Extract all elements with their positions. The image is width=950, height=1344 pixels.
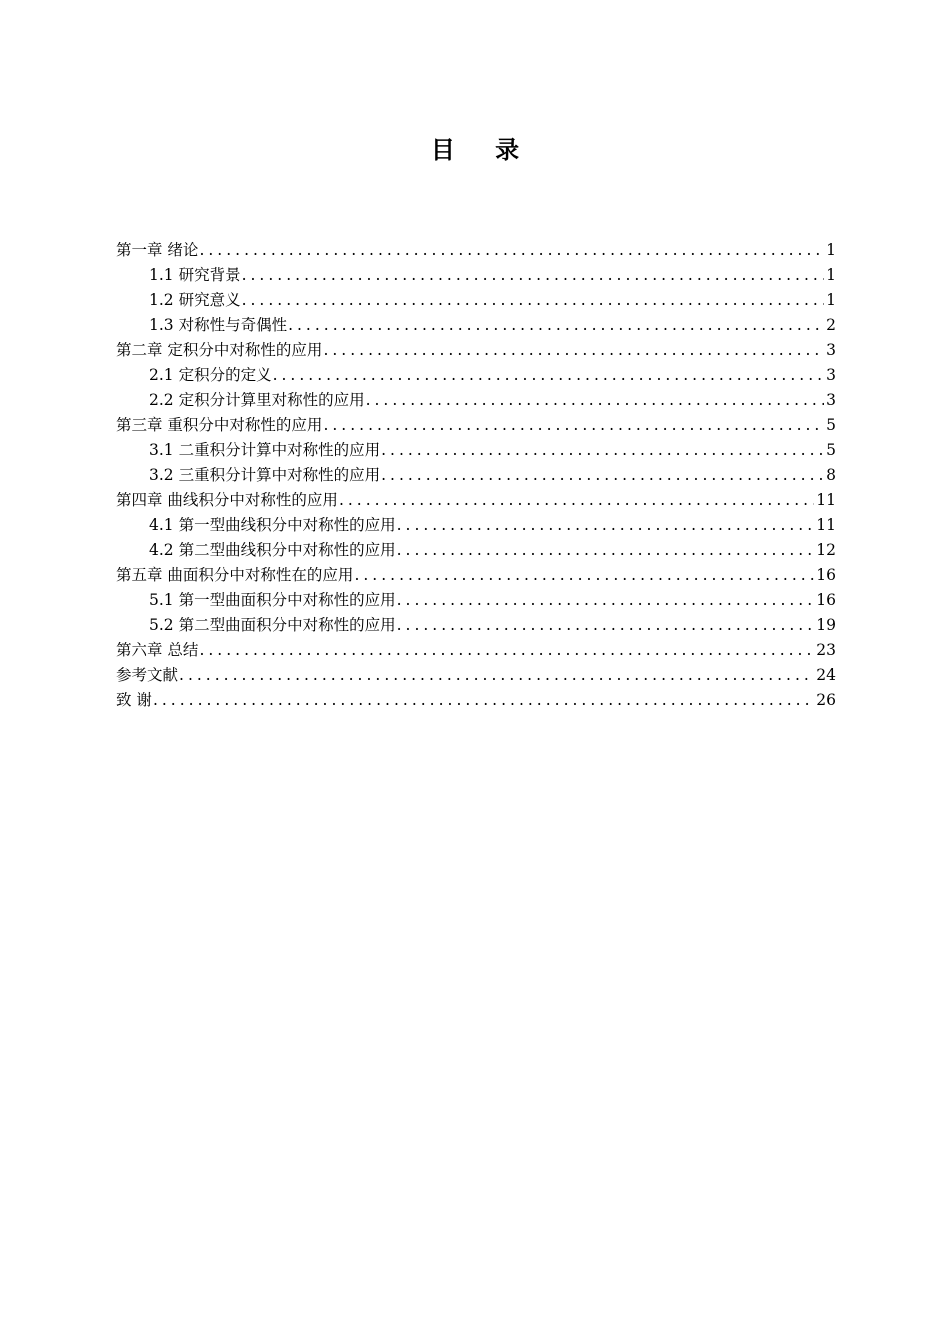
table-of-contents (116, 238, 836, 713)
toc-page-number: 1 (826, 266, 836, 284)
toc-entry-label: 第二章 定积分中对称性的应用 (116, 341, 323, 359)
toc-dot-leader (199, 238, 824, 263)
toc-dot-leader (381, 438, 824, 463)
toc-page-number: 1 (826, 291, 836, 309)
toc-chapter-entry[interactable] (116, 663, 836, 688)
toc-entry-label: 1.1 研究背景 (149, 266, 241, 284)
toc-dot-leader (273, 363, 825, 388)
toc-section-entry[interactable] (116, 438, 836, 463)
toc-entry-label: 1.2 研究意义 (149, 291, 241, 309)
toc-entry-label: 第一章 绪论 (116, 241, 199, 259)
toc-dot-leader (397, 538, 815, 563)
toc-dot-leader (323, 413, 824, 438)
toc-section-entry[interactable] (116, 513, 836, 538)
toc-chapter-entry[interactable] (116, 688, 836, 713)
toc-entry-label: 2.1 定积分的定义 (149, 366, 272, 384)
toc-page-number: 16 (816, 566, 836, 584)
toc-entry-label: 4.1 第一型曲线积分中对称性的应用 (149, 516, 396, 534)
toc-entry-label: 1.3 对称性与奇偶性 (149, 316, 288, 334)
toc-chapter-entry[interactable] (116, 238, 836, 263)
toc-dot-leader (242, 288, 825, 313)
toc-dot-leader (397, 588, 815, 613)
toc-page-number: 11 (816, 491, 836, 509)
toc-entry-label: 参考文献 (116, 666, 179, 684)
toc-page-number: 3 (826, 391, 836, 409)
toc-dot-leader (242, 263, 825, 288)
toc-dot-leader (199, 638, 814, 663)
toc-entry-label: 第四章 曲线积分中对称性的应用 (116, 491, 338, 509)
toc-page-number: 16 (816, 591, 836, 609)
toc-page-number: 23 (816, 641, 836, 659)
toc-section-entry[interactable] (116, 288, 836, 313)
toc-chapter-entry[interactable] (116, 488, 836, 513)
toc-chapter-entry[interactable] (116, 338, 836, 363)
toc-dot-leader (397, 613, 815, 638)
toc-section-entry[interactable] (116, 363, 836, 388)
toc-page-number: 24 (816, 666, 836, 684)
toc-page-number: 19 (816, 616, 836, 634)
toc-dot-leader (288, 313, 824, 338)
toc-page-number: 2 (826, 316, 836, 334)
toc-entry-label: 致 谢 (116, 691, 152, 709)
toc-page-number: 3 (826, 366, 836, 384)
toc-section-entry[interactable] (116, 538, 836, 563)
toc-dot-leader (397, 513, 815, 538)
toc-page-number: 11 (816, 516, 836, 534)
toc-page-number: 5 (826, 441, 836, 459)
toc-chapter-entry[interactable] (116, 563, 836, 588)
toc-dot-leader (153, 688, 814, 713)
toc-entry-label: 第三章 重积分中对称性的应用 (116, 416, 323, 434)
toc-section-entry[interactable] (116, 588, 836, 613)
toc-dot-leader (339, 488, 814, 513)
toc-dot-leader (381, 463, 824, 488)
toc-entry-label: 3.2 三重积分计算中对称性的应用 (149, 466, 381, 484)
toc-entry-label: 第六章 总结 (116, 641, 199, 659)
toc-page-number: 3 (826, 341, 836, 359)
toc-dot-leader (179, 663, 814, 688)
toc-section-entry[interactable] (116, 263, 836, 288)
toc-section-entry[interactable] (116, 613, 836, 638)
toc-page-number: 1 (826, 241, 836, 259)
toc-section-entry[interactable] (116, 313, 836, 338)
toc-entry-label: 3.1 二重积分计算中对称性的应用 (149, 441, 381, 459)
toc-chapter-entry[interactable] (116, 638, 836, 663)
toc-entry-label: 5.2 第二型曲面积分中对称性的应用 (149, 616, 396, 634)
toc-section-entry[interactable] (116, 388, 836, 413)
toc-dot-leader (354, 563, 814, 588)
toc-entry-label: 第五章 曲面积分中对称性在的应用 (116, 566, 354, 584)
toc-dot-leader (366, 388, 825, 413)
toc-page-number: 5 (826, 416, 836, 434)
toc-section-entry[interactable] (116, 463, 836, 488)
toc-dot-leader (323, 338, 824, 363)
toc-page-number: 12 (816, 541, 836, 559)
toc-page-number: 8 (826, 466, 836, 484)
toc-chapter-entry[interactable] (116, 413, 836, 438)
toc-entry-label: 5.1 第一型曲面积分中对称性的应用 (149, 591, 396, 609)
toc-entry-label: 2.2 定积分计算里对称性的应用 (149, 391, 365, 409)
toc-entry-label: 4.2 第二型曲线积分中对称性的应用 (149, 541, 396, 559)
page-title: 目 录 (430, 136, 536, 164)
toc-page-number: 26 (816, 691, 836, 709)
